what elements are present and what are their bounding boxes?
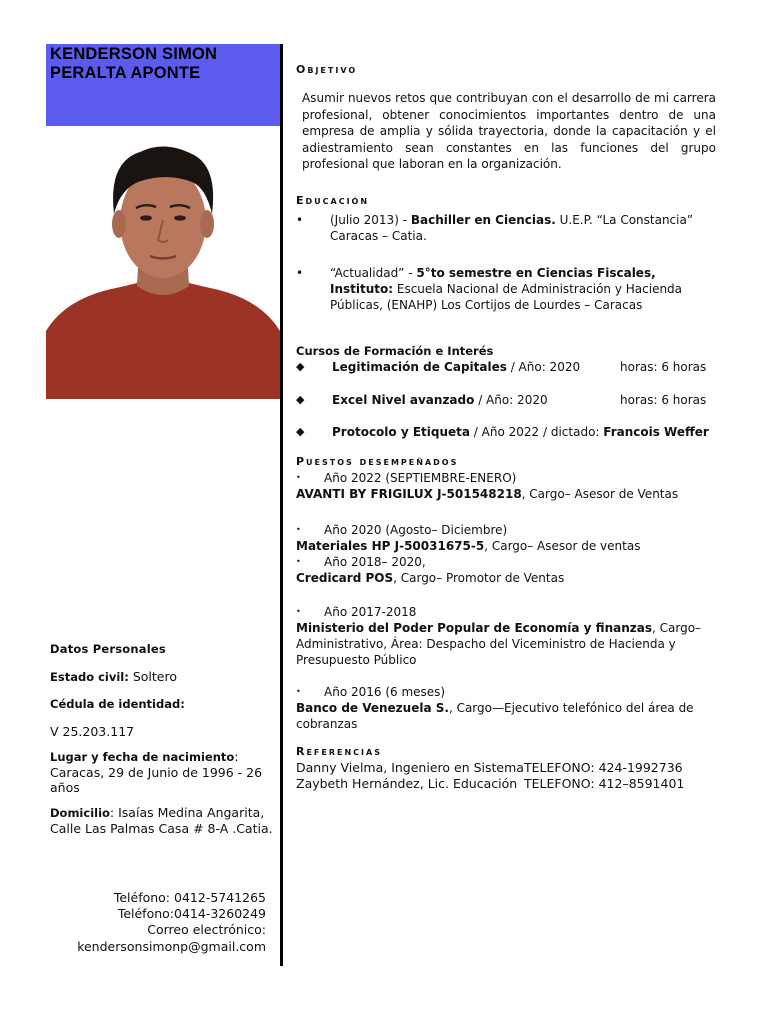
jobs-title: Puestos desempeñados	[296, 454, 459, 468]
email-label: Correo electrónico:	[147, 922, 266, 938]
course-instructor: Francois Weffer	[603, 424, 709, 439]
course-item	[296, 392, 716, 408]
course-name: Legitimación de Capitales	[332, 359, 507, 374]
bullet-icon: •	[296, 212, 304, 227]
civil-status	[50, 669, 276, 685]
references-title: Referencias	[296, 744, 382, 758]
diamond-bullet-icon: ◆	[296, 359, 305, 373]
education-item	[296, 212, 716, 244]
job-company-row	[296, 620, 716, 668]
course-name: Excel Nivel avanzado	[332, 392, 475, 407]
reference-item	[296, 760, 716, 776]
bullet-icon: •	[296, 472, 301, 482]
objective-title: Objetivo	[296, 63, 358, 76]
job-entry	[296, 522, 716, 554]
education-date: (Julio 2013) -	[330, 212, 411, 227]
diamond-bullet-icon: ◆	[296, 392, 305, 406]
address-label: Domicilio	[50, 806, 110, 820]
job-role: , Cargo– Asesor de Ventas	[521, 486, 679, 501]
job-period: Año 2018– 2020,	[324, 554, 426, 569]
diamond-bullet-icon: ◆	[296, 424, 305, 438]
job-period-row	[296, 554, 716, 570]
birth-value: Caracas, 29 de Junio de 1996 - 26 años	[50, 765, 263, 795]
personal-data-section	[50, 642, 276, 837]
objective-text: Asumir nuevos retos que contribuyan con el desarrollo de mi carrera profesional, obtener conocimientos importantes dentro de una empresa de amplia y sólida trayectoria, donde la capacitación y el adiestramiento sean constantes en las funciones del grupo profesional que laboran en la organización.	[302, 91, 716, 172]
address-value: : Isaías Medina Angarita, Calle Las Palmas Casa # 8-A .Catia.	[50, 805, 273, 836]
birth-sep: :	[234, 749, 239, 764]
course-hours: horas: 6 horas	[620, 359, 707, 374]
birth-info	[50, 749, 276, 795]
email-link[interactable]: kendersonsimonp@gmail.com	[77, 938, 266, 954]
birth-label: Lugar y fecha de nacimiento	[50, 750, 235, 764]
courses-title: Cursos de Formación e Interés	[296, 343, 494, 358]
job-period-row	[296, 522, 716, 538]
reference-phone: TELEFONO: 412–8591401	[524, 775, 685, 791]
job-company-row	[296, 538, 716, 554]
job-entry	[296, 554, 716, 586]
job-company-row	[296, 570, 716, 586]
job-role: , Cargo– Promotor de Ventas	[393, 570, 565, 585]
civil-status-value: Soltero	[128, 669, 177, 684]
contact-block	[46, 890, 266, 955]
full-name: KENDERSON SIMON PERALTA APONTE	[50, 45, 218, 82]
phone-2: Teléfono:0414-3260249	[117, 906, 266, 922]
id-number-value: V 25.203.117	[50, 724, 135, 739]
education-school: Escuela Nacional de Administración y Hacienda Públicas, (ENAHP) Los Cortijos de Lourdes – Caracas	[330, 281, 683, 312]
job-period: Año 2022 (SEPTIEMBRE-ENERO)	[324, 470, 517, 485]
job-entry	[296, 604, 716, 668]
profile-photo	[46, 126, 280, 399]
bullet-icon: •	[296, 524, 301, 534]
reference-name: Zaybeth Hernández, Lic. Educación	[296, 775, 518, 791]
job-period-row	[296, 604, 716, 620]
profile-photo-icon	[46, 126, 280, 399]
education-title: Educación	[296, 193, 370, 207]
phone-1: Teléfono: 0412-5741265	[113, 890, 266, 905]
job-period: Año 2020 (Agosto– Diciembre)	[324, 522, 508, 537]
job-role: , Cargo– Asesor de ventas	[484, 538, 641, 553]
education-degree: Bachiller en Ciencias.	[410, 212, 556, 227]
reference-name: Danny Vielma, Ingeniero en Sistema	[296, 759, 524, 775]
reference-item	[296, 776, 716, 792]
address	[50, 805, 276, 837]
job-period-row	[296, 684, 716, 700]
education-item	[296, 265, 716, 313]
course-item	[296, 424, 716, 440]
education-degree: 5°to semestre en Ciencias Fiscales, Instituto:	[330, 265, 656, 296]
job-period-row	[296, 470, 716, 486]
job-entry	[296, 684, 716, 732]
job-company: Credicard POS	[296, 570, 394, 585]
course-detail: / Año: 2020	[506, 359, 581, 374]
bullet-icon: •	[296, 265, 304, 280]
id-number-label: Cédula de identidad:	[50, 697, 185, 711]
job-period: Año 2017-2018	[324, 604, 417, 619]
personal-data-title: Datos Personales	[50, 642, 166, 656]
bullet-icon: •	[296, 686, 301, 696]
column-divider	[280, 44, 283, 966]
education-date: “Actualidad” -	[330, 265, 417, 280]
job-company: AVANTI BY FRIGILUX J-501548218	[296, 486, 522, 501]
job-company: Materiales HP J-50031675-5	[296, 538, 485, 553]
job-company-row	[296, 486, 716, 502]
education-school: U.E.P. “La Constancia” Caracas – Catia.	[330, 212, 694, 243]
main-column	[296, 62, 716, 792]
job-company: Banco de Venezuela S.	[296, 700, 449, 715]
course-hours: horas: 6 horas	[620, 392, 707, 407]
job-role: , Cargo—Ejecutivo telefónico del área de cobranzas	[296, 700, 694, 731]
job-role: , Cargo– Administrativo, Área: Despacho del Viceministro de Hacienda y Presupuesto Público	[296, 620, 702, 667]
job-period: Año 2016 (6 meses)	[324, 684, 446, 699]
job-company-row	[296, 700, 716, 732]
job-entry	[296, 470, 716, 502]
bullet-icon: •	[296, 606, 301, 616]
civil-status-label: Estado civil:	[50, 670, 129, 684]
job-company: Ministerio del Poder Popular de Economía y finanzas	[296, 620, 652, 635]
name-header	[46, 44, 280, 126]
id-number	[50, 697, 276, 739]
reference-phone: TELEFONO: 424-1992736	[524, 759, 683, 775]
course-detail: / Año 2022 / dictado:	[469, 424, 604, 439]
course-name: Protocolo y Etiqueta	[332, 424, 470, 439]
course-detail: / Año: 2020	[474, 392, 548, 407]
bullet-icon: •	[296, 556, 301, 566]
course-item	[296, 359, 716, 375]
